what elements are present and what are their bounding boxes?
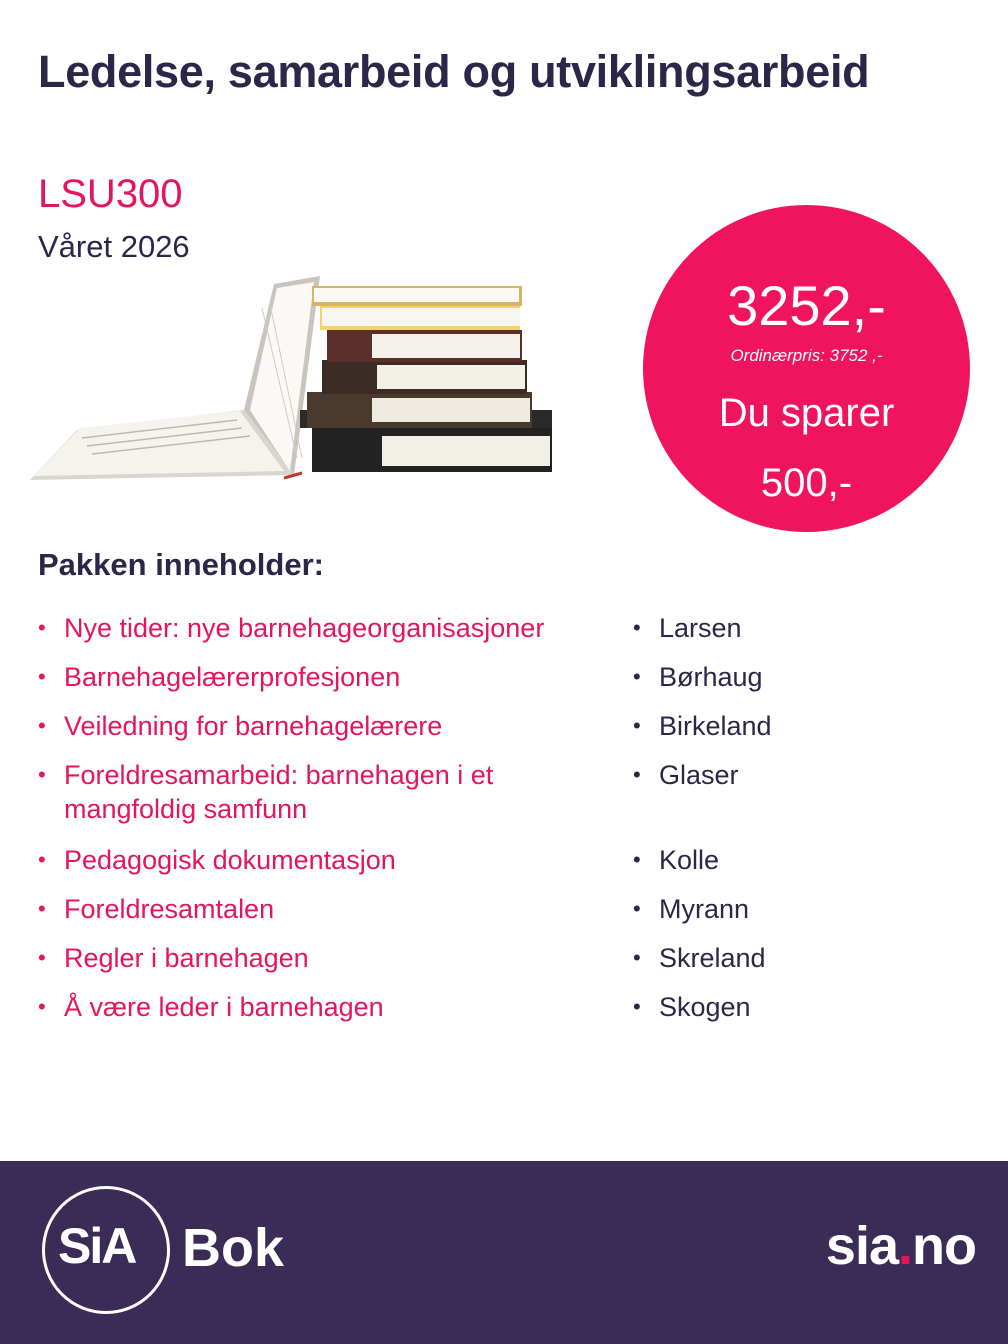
author-name: Larsen <box>659 613 742 643</box>
site-domain: no <box>912 1216 976 1276</box>
bok-logo: Bok <box>182 1218 285 1278</box>
bullet-icon: • <box>633 664 641 689</box>
ordinary-price: Ordinærpris: 3752 ,- <box>730 346 883 365</box>
page-title: Ledelse, samarbeid og utviklingsarbeid <box>38 46 870 97</box>
site-dot: . <box>898 1216 913 1276</box>
bullet-icon: • <box>38 847 46 872</box>
author-item <box>633 990 979 1024</box>
book-item <box>38 611 624 645</box>
book-item <box>38 843 624 877</box>
book-title: Veiledning for barnehagelærere <box>64 711 443 741</box>
bullet-icon: • <box>633 945 641 970</box>
current-price: 3252,- <box>727 274 886 337</box>
book-item <box>38 892 624 926</box>
site-name: sia <box>825 1216 898 1276</box>
author-name: Myrann <box>659 894 750 924</box>
author-name: Skogen <box>659 992 751 1022</box>
author-name: Glaser <box>659 760 739 790</box>
bullet-icon: • <box>38 615 46 640</box>
book-title: Foreldresamarbeid: barnehagen i et mangfoldig samfunn <box>64 760 494 824</box>
author-item <box>633 892 979 926</box>
bullet-icon: • <box>633 994 641 1019</box>
author-name: Skreland <box>659 943 766 973</box>
website-link[interactable] <box>826 1215 976 1277</box>
bullet-icon: • <box>633 615 641 640</box>
bullet-icon: • <box>38 664 46 689</box>
savings-label: Du sparer <box>718 391 895 435</box>
book-item <box>38 758 584 826</box>
bullet-icon: • <box>633 847 641 872</box>
bullet-icon: • <box>633 896 641 921</box>
bullet-icon: • <box>38 945 46 970</box>
book-item <box>38 709 624 743</box>
author-item <box>633 660 979 694</box>
bullet-icon: • <box>38 896 46 921</box>
book-title: Regler i barnehagen <box>64 943 309 973</box>
author-item <box>633 843 979 877</box>
author-item <box>633 611 979 645</box>
author-name: Birkeland <box>659 711 772 741</box>
book-title: Pedagogisk dokumentasjon <box>64 845 396 875</box>
contents-heading: Pakken inneholder: <box>38 547 324 582</box>
author-name: Børhaug <box>659 662 763 692</box>
course-code: LSU300 <box>38 172 183 216</box>
author-name: Kolle <box>659 845 720 875</box>
sia-logo: SiA <box>58 1218 136 1274</box>
book-item <box>38 660 624 694</box>
price-badge <box>643 205 970 532</box>
book-title: Nye tider: nye barnehageorganisasjoner <box>64 613 545 643</box>
book-item <box>38 990 624 1024</box>
books-illustration <box>22 268 567 490</box>
author-item <box>633 941 979 975</box>
bullet-icon: • <box>633 713 641 738</box>
book-title: Barnehagelærerprofesjonen <box>64 662 401 692</box>
bullet-icon: • <box>38 994 46 1019</box>
book-title: Foreldresamtalen <box>64 894 275 924</box>
author-item <box>633 758 979 792</box>
bullet-icon: • <box>38 713 46 738</box>
book-title: Å være leder i barnehagen <box>64 992 384 1022</box>
term-label: Våret 2026 <box>38 229 190 264</box>
author-item <box>633 709 979 743</box>
savings-amount: 500,- <box>760 461 853 505</box>
bullet-icon: • <box>633 762 641 787</box>
book-item <box>38 941 624 975</box>
bullet-icon: • <box>38 762 46 787</box>
